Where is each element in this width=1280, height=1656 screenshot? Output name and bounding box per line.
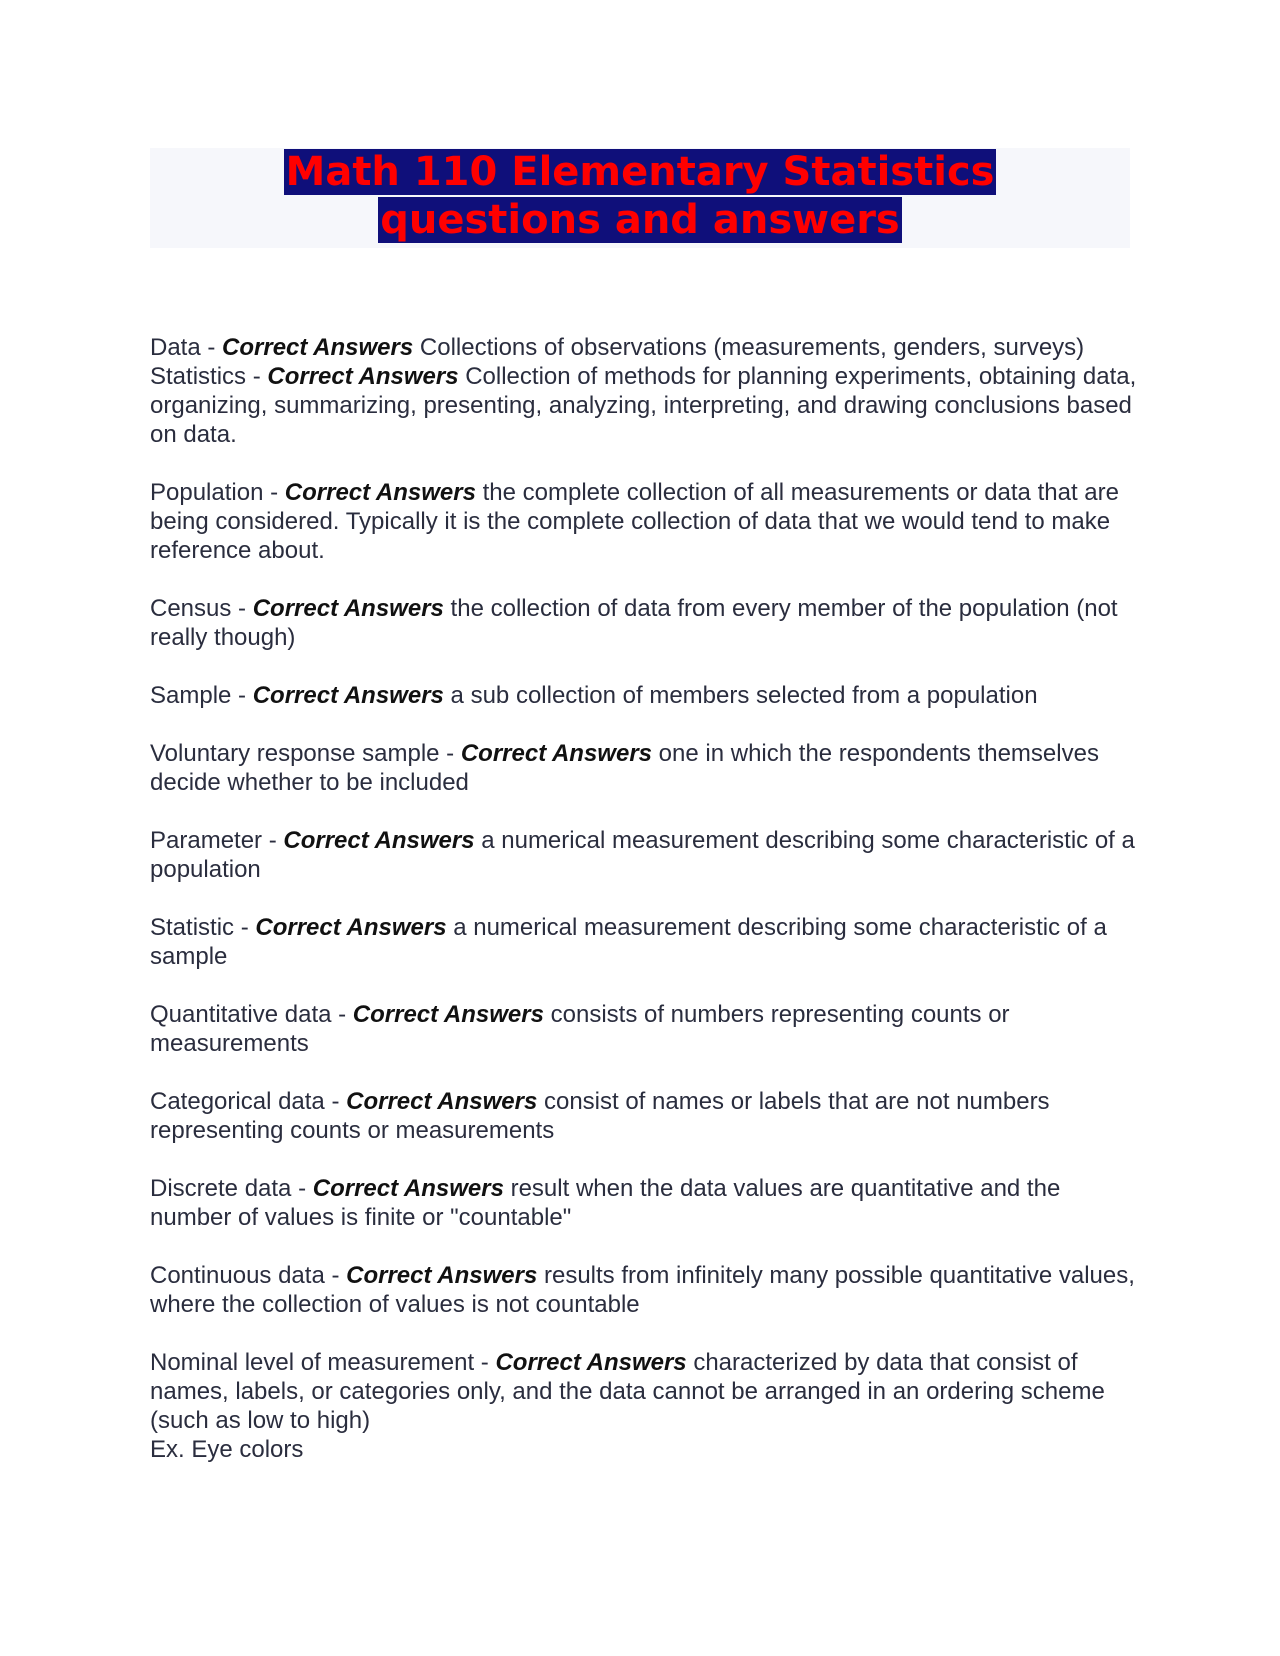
entry-definition: result when the data values are quantitative and the number of values is finite or "countable" [150, 1175, 1061, 1231]
entry-definition: the complete collection of all measurements or data that are being considered. Typically it is the complete collection of data that we would tend to make reference about. [150, 479, 1119, 564]
correct-answers-label: Correct Answers [267, 363, 459, 390]
qa-entry-data: Data - Correct Answers Collections of observations (measurements, genders, surveys) [150, 334, 1085, 361]
entry-term: Sample [150, 682, 232, 709]
qa-entry-population: Population - Correct Answers the complete collection of all measurements or data that are being considered. Typically it is the complete collection of data that we would tend to make reference about. [150, 479, 1119, 564]
qa-entry-statistics: Statistics - Correct Answers Collection of methods for planning experiments, obtaining data, organizing, summarizing, presenting, analyzing, interpreting, and drawing conclusions based on data. [150, 363, 1137, 448]
entry-term: Categorical data [150, 1088, 325, 1115]
title-line-2: questions and answers [380, 197, 900, 243]
correct-answers-label: Correct Answers [495, 1349, 687, 1376]
correct-answers-label: Correct Answers [346, 1088, 538, 1115]
correct-answers-label: Correct Answers [252, 595, 444, 622]
qa-entry-voluntary-response-sample: Voluntary response sample - Correct Answers one in which the respondents themselves decide whether to be included [150, 740, 1099, 796]
qa-entry-discrete-data: Discrete data - Correct Answers result when the data values are quantitative and the number of values is finite or "countable" [150, 1175, 1061, 1231]
entry-term: Voluntary response sample [150, 740, 440, 767]
entry-definition: consist of names or labels that are not numbers representing counts or measurements [150, 1088, 1050, 1144]
entry-term: Statistic [150, 914, 235, 941]
entry-term: Population [150, 479, 264, 506]
correct-answers-label: Correct Answers [283, 827, 475, 854]
correct-answers-label: Correct Answers [255, 914, 447, 941]
correct-answers-label: Correct Answers [312, 1175, 504, 1202]
entry-definition: the collection of data from every member of the population (not really though) [150, 595, 1118, 651]
entry-term: Parameter [150, 827, 263, 854]
correct-answers-label: Correct Answers [352, 1001, 544, 1028]
entry-definition: Collection of methods for planning experiments, obtaining data, organizing, summarizing, presenting, analyzing, interpreting, and drawing conclusions based on data. [150, 363, 1137, 448]
correct-answers-label: Correct Answers [346, 1262, 538, 1289]
entry-definition: consists of numbers representing counts or measurements [150, 1001, 1010, 1057]
correct-answers-label: Correct Answers [284, 479, 476, 506]
entry-term: Continuous data [150, 1262, 325, 1289]
entry-definition: characterized by data that consist of names, labels, or categories only, and the data cannot be arranged in an ordering scheme (such as low to high) [150, 1349, 1105, 1434]
correct-answers-label: Correct Answers [460, 740, 653, 767]
entry-term: Statistics [150, 363, 247, 390]
qa-entry-nominal-level: Nominal level of measurement - Correct Answers characterized by data that consist of names, labels, or categories only, and the data cannot be arranged in an ordering scheme (such as low to high) Ex. Eye colors [150, 1348, 1140, 1464]
entry-term: Quantitative data [150, 1001, 332, 1028]
entry-definition: a sub collection of members selected from a population [443, 682, 1038, 709]
qa-entry-continuous-data: Continuous data - Correct Answers results from infinitely many possible quantitative values, where the collection of values is not countable [150, 1262, 1135, 1318]
document-title [150, 148, 1130, 244]
entry-definition: a numerical measurement describing some characteristic of a population [150, 827, 1135, 883]
qa-entry-categorical-data: Categorical data - Correct Answers consist of names or labels that are not numbers representing counts or measurements [150, 1088, 1050, 1144]
qa-entry-quantitative-data: Quantitative data - Correct Answers consists of numbers representing counts or measurements [150, 1001, 1010, 1057]
entry-definition: Collections of observations (measurements, genders, surveys) [413, 334, 1085, 361]
entry-term: Nominal level of measurement [150, 1349, 475, 1376]
qa-entry-parameter: Parameter - Correct Answers a numerical measurement describing some characteristic of a population [150, 827, 1135, 883]
entry-definition: results from infinitely many possible quantitative values, where the collection of values is not countable [150, 1262, 1135, 1318]
entry-example: Ex. Eye colors [150, 1436, 304, 1463]
entry-definition: a numerical measurement describing some characteristic of a sample [150, 914, 1107, 970]
title-banner [150, 148, 1130, 248]
qa-entry-census: Census - Correct Answers the collection of data from every member of the population (not really though) [150, 595, 1118, 651]
entry-definition: one in which the respondents themselves decide whether to be included [150, 740, 1099, 796]
qa-entry-statistic: Statistic - Correct Answers a numerical measurement describing some characteristic of a sample [150, 914, 1107, 970]
entry-term: Discrete data [150, 1175, 292, 1202]
correct-answers-label: Correct Answers [222, 334, 414, 361]
qa-list [150, 333, 1140, 1464]
title-line-1: Math 110 Elementary Statistics [285, 149, 995, 195]
correct-answers-label: Correct Answers [252, 682, 444, 709]
entry-term: Census [150, 595, 232, 622]
entry-term: Data [150, 334, 201, 361]
qa-entry-sample: Sample - Correct Answers a sub collection of members selected from a population [150, 682, 1038, 709]
